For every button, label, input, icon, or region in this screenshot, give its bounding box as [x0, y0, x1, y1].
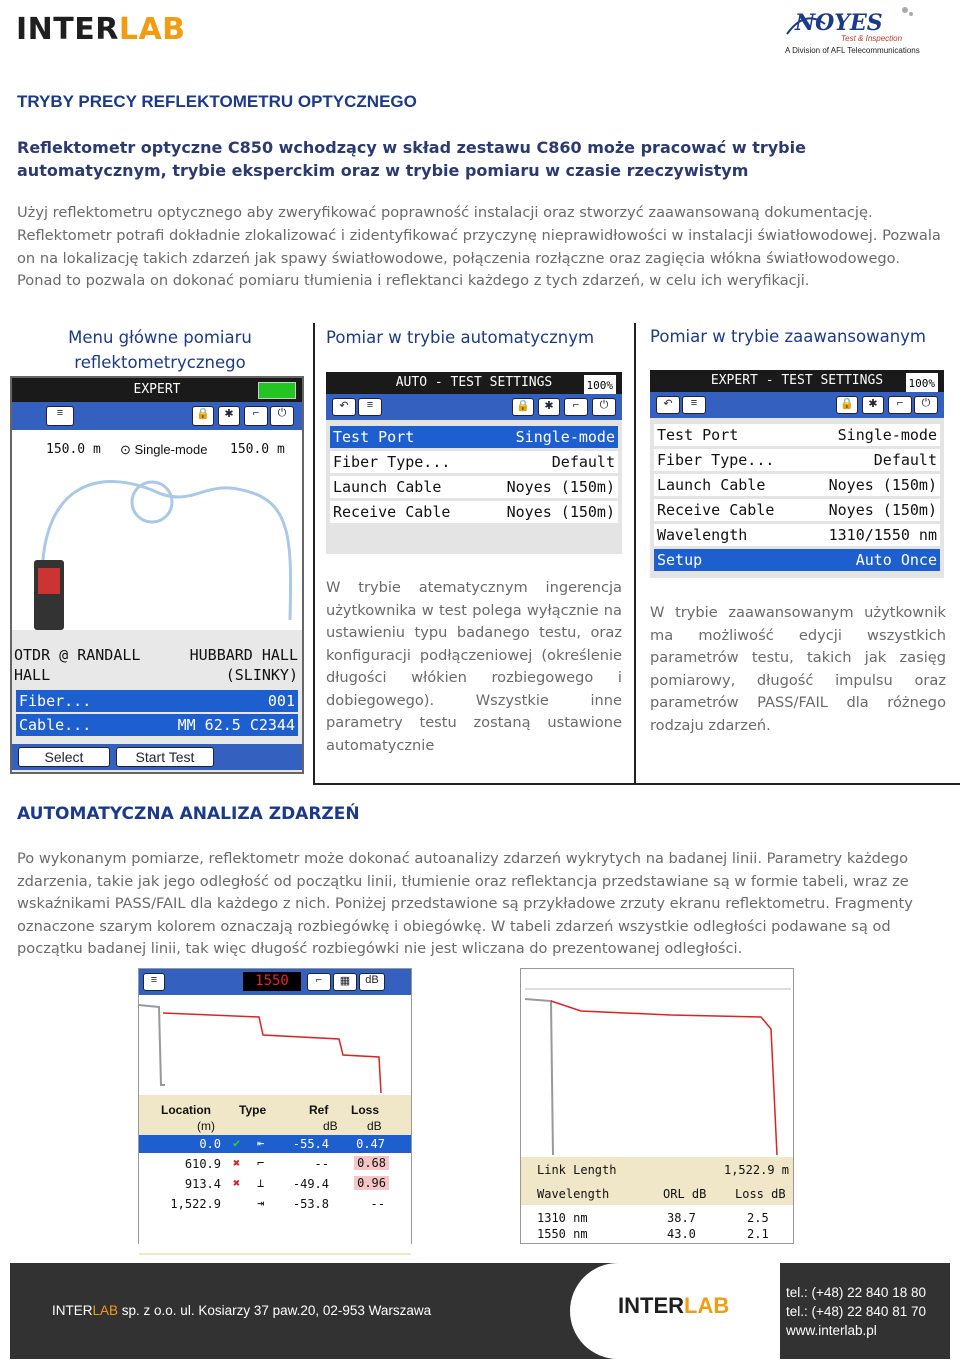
events-table: [139, 1095, 411, 1255]
section1-para2: Reflektometr potrafi dokładnie zlokalizować i zidentyfikować przyczynę nieprawidłowości w instalacji światłowodowej. Pozwala on na lokalizację takich zdarzeń jak spawy światłowodowe, połączenia rozłączne oraz zagięcia włókna światłowodowego. Ponad to pozwala on dokonać pomiaru tłumienia i reflektanci każdego z tych zdarzeń, w celu ich weryfikacji.: [17, 227, 941, 289]
expert-row-wavelength[interactable]: [654, 524, 940, 546]
columns-bottom-line: [313, 783, 960, 785]
row-value: 1310/1550 nm: [828, 526, 937, 544]
footer-logo-inter: INTER: [618, 1293, 684, 1318]
column-divider-2: [634, 323, 636, 785]
col-type: Type: [239, 1103, 267, 1117]
event-location: 913.4: [184, 1177, 221, 1191]
row-label: Receive Cable: [333, 503, 451, 521]
screen-expert: [650, 370, 944, 578]
link-rows: [521, 1205, 793, 1243]
unit-ref: dB: [323, 1119, 338, 1133]
probe-icon[interactable]: ✱: [218, 406, 240, 426]
footer-website-link[interactable]: www.interlab.pl: [786, 1323, 877, 1338]
event-location: 1,522.9: [170, 1197, 221, 1211]
fiber-path-diagram: [12, 460, 302, 630]
screen-menu-title: EXPERT: [133, 382, 181, 397]
event-row[interactable]: [139, 1155, 411, 1173]
footer-address-text: sp. z o.o. ul. Kosiarzy 37 paw.20, 02-953 Warszawa: [118, 1303, 432, 1318]
footer-lab: LAB: [92, 1303, 119, 1318]
row-value: Default: [551, 453, 615, 471]
row-label: Test Port: [333, 428, 415, 446]
row-value: Auto Once: [855, 551, 937, 569]
trace-icon[interactable]: ⌐: [244, 406, 268, 426]
event-row[interactable]: [139, 1195, 411, 1213]
screen-link: [520, 968, 794, 1244]
expert-row-fiber-type[interactable]: [654, 449, 940, 471]
power-icon[interactable]: ⏻: [270, 406, 294, 426]
row-value: Single-mode: [837, 426, 937, 444]
col2-title: Pomiar w trybie automatycznym: [326, 328, 595, 347]
event-location: 0.0: [199, 1137, 221, 1151]
probe-icon[interactable]: ✱: [538, 398, 560, 416]
event-location: 610.9: [184, 1157, 221, 1171]
row-value: Noyes (150m): [828, 476, 937, 494]
footer: [10, 1263, 950, 1359]
wavelength-label: Wavelength: [537, 1187, 610, 1201]
menu-icon[interactable]: ≡: [143, 973, 165, 991]
fail-x-icon: ✖: [233, 1176, 241, 1190]
section2-para: Po wykonanym pomiarze, reflektometr może dokonać autoanalizy zdarzeń wykrytych na badanej linii. Parametry każdego zdarzenia, takie jak jego odległość od początku linii, tłumienie oraz reflektancja przedstawiane są w formie tabeli, wraz ze wskaźnikami PASS/FAIL dla każdego z nich. Poniżej przedstawione są przykładowe zrzuty ekranu reflektometru. Fragmenty oznaczone szarym kolorem oznaczają rozbiegówkę i obiegówkę. W tabeli zdarzeń wszystkie odległości podawane są od początku badanej linii, tak więc długość rozbiegówki nie jest wliczana do prezentowanej odległości.: [17, 850, 913, 957]
footer-logo-lab: LAB: [684, 1293, 730, 1318]
fail-x-icon: ✖: [233, 1156, 241, 1170]
footer-address: [52, 1303, 431, 1318]
end-event-icon: ⇥: [257, 1196, 265, 1210]
otdr-label-2: HALL: [14, 666, 51, 684]
link-length-label: Link Length: [537, 1163, 617, 1177]
expert-row-test-port[interactable]: [654, 424, 940, 446]
screen-auto-title: AUTO - TEST SETTINGS: [395, 375, 553, 390]
left-distance: 150.0 m: [46, 442, 101, 457]
event-loss: --: [370, 1197, 385, 1211]
link-row-loss: 2.5: [747, 1211, 769, 1225]
table-icon[interactable]: ▦: [333, 973, 357, 991]
probe-icon[interactable]: ✱: [862, 396, 884, 414]
events-toolbar: [139, 969, 411, 995]
expert-row-receive-cable[interactable]: [654, 499, 940, 521]
orl-label: ORL dB: [663, 1187, 707, 1201]
screen-menu-map: [12, 430, 302, 630]
event-ref: --: [314, 1157, 329, 1171]
loss-label: Loss dB: [735, 1187, 786, 1201]
screen-menu-softkeys: [12, 744, 302, 770]
screen-expert-toolbar: [650, 392, 944, 418]
fiber-label: Fiber...: [19, 692, 92, 710]
event-ref: -49.4: [292, 1177, 329, 1191]
row-label: Setup: [657, 551, 703, 569]
col-location: Location: [161, 1103, 211, 1117]
fiber-value: 001: [267, 692, 295, 710]
noyes-name: NOYES: [795, 10, 883, 36]
otdr-label-1: OTDR @ RANDALL: [14, 646, 141, 664]
footer-logo-badge: [570, 1263, 780, 1359]
auto-row-receive-cable[interactable]: [330, 501, 618, 523]
auto-row-launch-cable[interactable]: [330, 476, 618, 498]
section1-title: TRYBY PRECY REFLEKTOMETRU OPTYCZNEGO: [17, 92, 417, 111]
trace-icon[interactable]: ⌐: [307, 973, 331, 991]
row-value: Noyes (150m): [506, 478, 615, 496]
wavelength-display: 1550: [243, 972, 301, 991]
pass-check-icon: ✔: [233, 1136, 241, 1150]
screen-events: [138, 968, 412, 1244]
col2-text: W trybie atematycznym ingerencja użytkownika w test polega wyłącznie na ustawieniu typu badanego testu, oraz konfiguracji podłączeniowej (określenie długości włókien rozbiegowego i dobiegowego). Wszystkie inne parametry testu zostaną ustawione automatycznie: [326, 579, 622, 754]
screen-expert-titlebar: [650, 370, 944, 392]
row-label: Fiber Type...: [333, 453, 451, 471]
power-icon[interactable]: ⏻: [914, 396, 938, 414]
hub-label-2: (SLINKY): [225, 666, 298, 684]
link-row-wavelength: 1310 nm: [537, 1211, 588, 1225]
auto-row-test-port[interactable]: [330, 426, 618, 448]
event-ref: -53.8: [292, 1197, 329, 1211]
noyes-sub: Test & Inspection: [841, 34, 903, 43]
row-value: Noyes (150m): [828, 501, 937, 519]
launch-event-icon: ⇤: [257, 1136, 265, 1150]
reflective-event-icon: ⊥: [257, 1176, 265, 1190]
event-row[interactable]: [139, 1175, 411, 1193]
col3-text: W trybie zaawansowanym użytkownik ma możliwość edycji wszystkich parametrów testu, takich jak zasięg pomiarowy, długość impulsu oraz parametrów PASS/FAIL dla różnego rodzaju zdarzeń.: [650, 604, 946, 734]
events-rows: [139, 1135, 411, 1253]
fiber-row[interactable]: [16, 690, 298, 712]
row-value: Noyes (150m): [506, 503, 615, 521]
noyes-division: A Division of AFL Telecommunications: [785, 46, 920, 55]
events-trace-plot: [139, 995, 411, 1095]
screen-auto: [326, 372, 622, 554]
connection-labels: [12, 640, 302, 688]
expert-row-setup[interactable]: [654, 549, 940, 571]
column-divider-1: [313, 323, 315, 785]
section1-para1: Użyj reflektometru optycznego aby zweryfikować poprawność instalacji oraz stworzyć zaawansowaną dokumentację.: [17, 204, 873, 221]
screen-menu-toolbar: [12, 402, 302, 430]
section1-lead: Reflektometr optyczne C850 wchodzący w skład zestawu C860 może pracować w trybie automatycznym, trybie eksperckim oraz w trybie pomiaru w czasie rzeczywistym: [17, 138, 806, 180]
link-length-value: 1,522.9 m: [723, 1163, 789, 1177]
menu-icon[interactable]: ≡: [682, 396, 706, 414]
section2-title: AUTOMATYCZNA ANALIZA ZDARZEŃ: [17, 804, 360, 824]
link-row-wavelength: 1550 nm: [537, 1227, 588, 1241]
row-label: Wavelength: [657, 526, 748, 544]
battery-indicator: 100%: [584, 375, 617, 397]
logo-lab-text: LAB: [118, 12, 186, 47]
trace-icon[interactable]: ⌐: [564, 398, 588, 416]
link-row-orl: 38.7: [667, 1211, 696, 1225]
event-loss: 0.96: [354, 1176, 389, 1190]
link-trace-plot: [521, 969, 793, 1157]
back-icon[interactable]: ↶: [332, 398, 356, 416]
footer-contact: [786, 1283, 926, 1340]
event-row[interactable]: [139, 1135, 411, 1153]
screen-auto-titlebar: [326, 372, 622, 394]
interlab-logo: [16, 12, 186, 47]
unit-location: (m): [197, 1119, 215, 1133]
screen-menu: [10, 376, 304, 774]
lock-icon[interactable]: 🔒: [512, 398, 534, 416]
single-mode-label: ⊙ Single-mode: [120, 442, 208, 457]
hub-label-1: HUBBARD HALL: [189, 646, 298, 664]
col-ref: Ref: [309, 1103, 329, 1117]
footer-logo: [618, 1293, 729, 1319]
mode-text: Single-mode: [134, 442, 208, 457]
auto-row-fiber-type[interactable]: [330, 451, 618, 473]
menu-icon[interactable]: ≡: [358, 398, 382, 416]
trace-icon[interactable]: ⌐: [888, 396, 912, 414]
screen-menu-titlebar: [12, 378, 302, 402]
row-value: Default: [873, 451, 937, 469]
footer-tel2: tel.: (+48) 22 840 81 70: [786, 1304, 926, 1319]
col-loss: Loss: [351, 1103, 380, 1117]
row-label: Test Port: [657, 426, 739, 444]
link-summary: [521, 1157, 793, 1243]
event-ref: -55.4: [292, 1137, 329, 1151]
row-label: Receive Cable: [657, 501, 775, 519]
event-loss: 0.47: [356, 1137, 385, 1151]
menu-icon[interactable]: ≡: [46, 406, 74, 426]
lock-icon[interactable]: 🔒: [192, 406, 214, 426]
power-icon[interactable]: ⏻: [592, 398, 616, 416]
footer-inter: INTER: [52, 1303, 93, 1318]
link-row-orl: 43.0: [667, 1227, 696, 1241]
battery-indicator: 100%: [906, 373, 939, 395]
row-label: Launch Cable: [657, 476, 766, 494]
noyes-logo: [785, 4, 945, 56]
screen-expert-title: EXPERT - TEST SETTINGS: [710, 373, 884, 388]
link-row-loss: 2.1: [747, 1227, 769, 1241]
row-label: Launch Cable: [333, 478, 442, 496]
row-label: Fiber Type...: [657, 451, 775, 469]
col3-title: Pomiar w trybie zaawansowanym: [650, 327, 927, 346]
logo-inter-text: INTER: [16, 12, 119, 47]
row-value: Single-mode: [515, 428, 615, 446]
cable-row[interactable]: [16, 714, 298, 736]
expert-row-launch-cable[interactable]: [654, 474, 940, 496]
splice-event-icon: ⌐: [257, 1156, 265, 1170]
unit-loss: dB: [367, 1119, 382, 1133]
battery-icon: [258, 382, 296, 399]
lock-icon[interactable]: 🔒: [836, 396, 858, 414]
select-button[interactable]: Select: [18, 747, 110, 767]
start-test-button[interactable]: Start Test: [116, 747, 214, 767]
screen-auto-toolbar: [326, 394, 622, 420]
cable-label: Cable...: [19, 716, 92, 734]
event-loss: 0.68: [354, 1156, 389, 1170]
col1-title: Menu główne pomiaru reflektometrycznego: [68, 328, 252, 372]
right-distance: 150.0 m: [230, 442, 285, 457]
db-button[interactable]: dB: [359, 973, 385, 991]
cable-value: MM 62.5 C2344: [177, 716, 295, 734]
back-icon[interactable]: ↶: [656, 396, 680, 414]
footer-tel1: tel.: (+48) 22 840 18 80: [786, 1285, 926, 1300]
